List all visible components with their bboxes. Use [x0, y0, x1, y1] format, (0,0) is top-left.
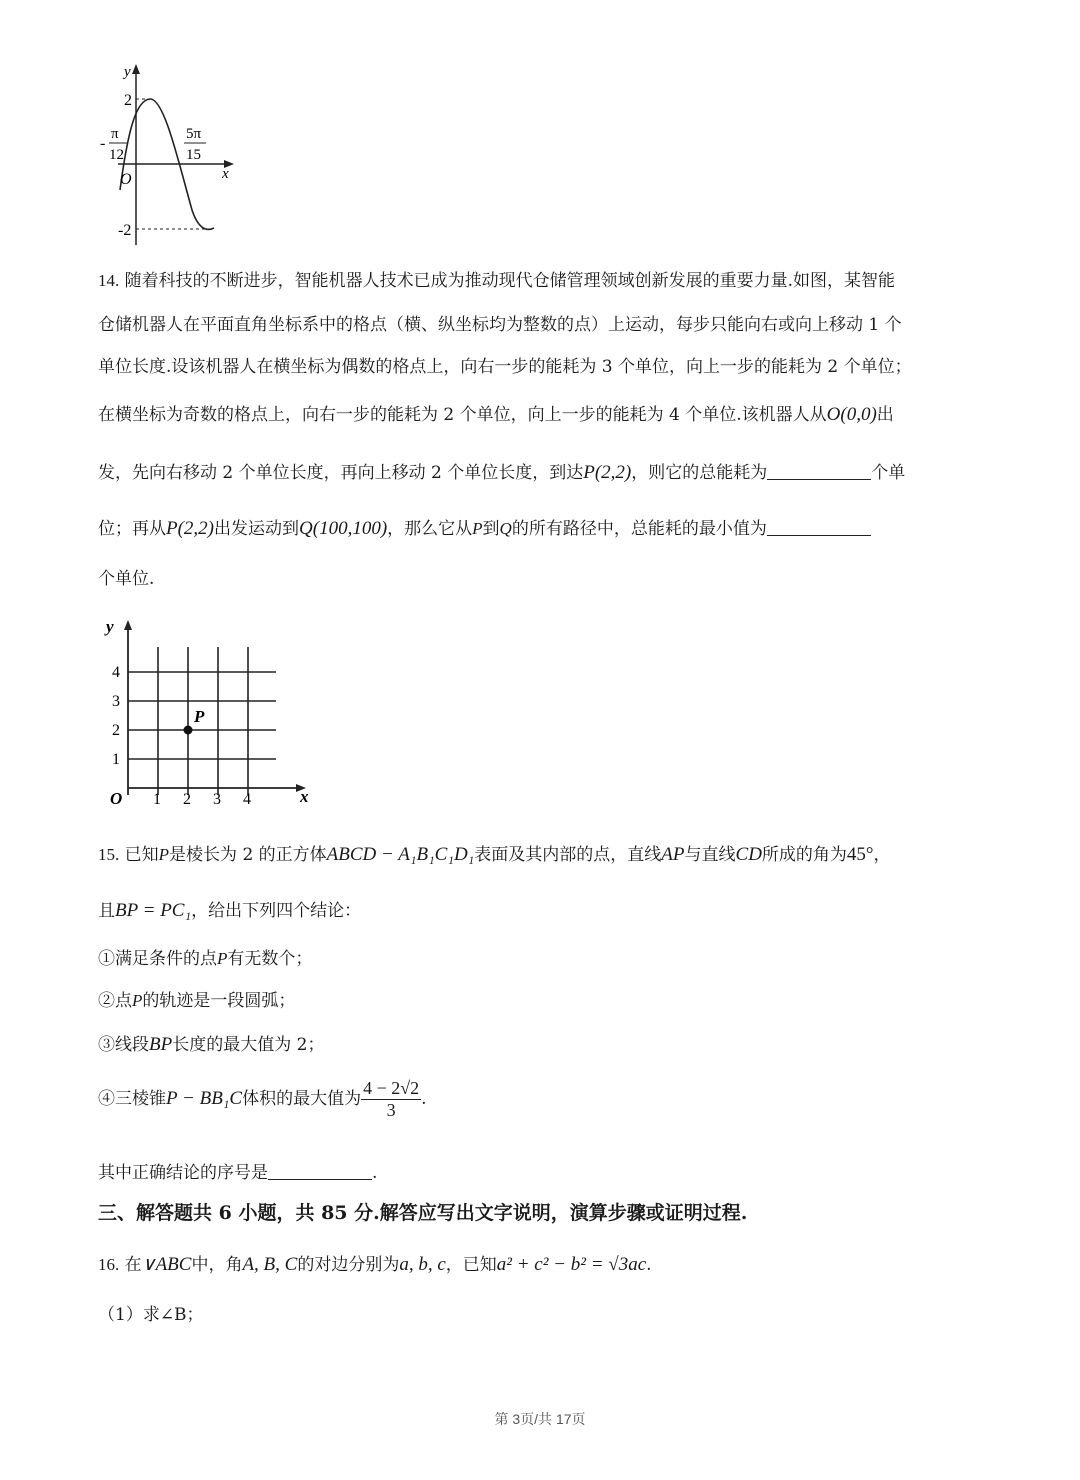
q14-text-4-end: 出: [876, 405, 894, 425]
q14-p-inline: P: [472, 519, 483, 538]
q15-text-1c: 表面及其内部的点，直线: [474, 845, 662, 865]
sine-ymax-label: 2: [124, 92, 132, 109]
q15-c4-denominator: 3: [386, 1100, 396, 1120]
q16-text-1a: 在: [124, 1255, 142, 1275]
q15-angle-math: 45°: [846, 844, 874, 865]
q16-triangle-math: ∨ABC: [141, 1254, 192, 1275]
q15-p-1: P: [158, 845, 170, 864]
q16-sub-1-text: （1）求∠B；: [98, 1305, 204, 1325]
sine-ymin-label: -2: [118, 222, 132, 239]
q15-c2-p: P: [132, 991, 143, 1010]
q14-answer-blank-2[interactable]: [767, 517, 871, 536]
grid-y-tick-4: 4: [112, 664, 120, 681]
q14-text-6e: 的所有路径中，总能耗的最小值为: [511, 519, 767, 539]
q15-answer-end: .: [372, 1163, 378, 1183]
grid-origin-label: O: [110, 789, 123, 808]
q15-answer-text: 其中正确结论的序号是: [98, 1163, 268, 1183]
section-3-heading: 三、解答题共 6 小题，共 85 分.解答应写出文字说明，演算步骤或证明过程.: [98, 1202, 748, 1224]
grid-point-p: [184, 726, 193, 735]
q16-number: 16.: [98, 1255, 120, 1274]
q14-q-inline: Q: [499, 519, 512, 538]
q14-p-math-2: P(2,2): [166, 518, 215, 539]
q14-p-math: P(2,2): [583, 462, 632, 483]
page-footer: 第 3页/共 17页: [494, 1411, 586, 1427]
q14-text-3: 单位长度.设该机器人在横坐标为偶数的格点上，向右一步的能耗为 3 个单位，向上一步的能耗为 2 个单位；: [98, 357, 912, 377]
q15-c1-a: ①满足条件的点: [98, 949, 217, 969]
grid-point-label: P: [194, 707, 205, 726]
q14-answer-blank-1[interactable]: [767, 461, 871, 480]
q14-text-5b: ，则它的总能耗为: [631, 463, 768, 483]
q14-text-6b: 出发运动到: [214, 519, 300, 539]
q15-conclusion-2: [98, 986, 295, 1011]
q15-text-1a: 已知: [124, 845, 159, 865]
q15-c4-end: .: [421, 1089, 427, 1109]
q15-conclusion-1: [98, 944, 312, 969]
q14-line-1: [98, 266, 895, 291]
q14-text-6a: 位；再从: [98, 519, 166, 539]
q15-conclusion-4: [98, 1078, 427, 1121]
grid-x-tick-1: 1: [153, 791, 161, 808]
q15-c3-bp: BP: [149, 1034, 173, 1055]
q15-cd-math: CD: [735, 844, 762, 865]
q15-text-1e: 所成的角为: [761, 845, 847, 865]
grid-x-tick-2: 2: [183, 791, 191, 808]
grid-y-tick-2: 2: [112, 722, 120, 739]
q14-line-5: [98, 458, 905, 484]
q15-c4-numerator: 4 − 2√2: [363, 1078, 420, 1098]
q14-text-6c: ，那么它从: [387, 519, 473, 539]
sine-x-label: x: [222, 166, 229, 182]
q14-line-2: [98, 310, 902, 335]
q14-origin-math: O(0,0): [826, 404, 877, 425]
q15-text-1d: 与直线: [684, 845, 736, 865]
q15-answer-blank[interactable]: [268, 1161, 372, 1180]
q15-c3-b: 长度的最大值为 2；: [172, 1035, 325, 1055]
q15-c1-p: P: [217, 949, 228, 968]
sine-left-num: π: [111, 126, 119, 142]
q15-c4-fraction: [361, 1078, 421, 1121]
q14-text-2: 仓储机器人在平面直角坐标系中的格点（横、纵坐标均为整数的点）上运动，每步只能向右或向上移动 1 个: [98, 315, 902, 335]
q14-line-7: [98, 564, 154, 589]
q15-text-2b: ，给出下列四个结论：: [191, 901, 362, 921]
grid-y-arrow: [124, 620, 132, 630]
q15-c4-b: 体积的最大值为: [242, 1089, 362, 1109]
q16-line-1: [98, 1250, 652, 1276]
sine-graph-figure: [98, 60, 248, 250]
grid-y-label: y: [106, 617, 114, 636]
q16-sub-1: [98, 1300, 204, 1325]
sine-y-label: y: [124, 64, 131, 80]
q14-number: 14.: [98, 271, 120, 290]
q15-cube-math: ABCD − A₁B₁C₁D₁: [326, 844, 475, 865]
grid-x-label: x: [300, 787, 309, 806]
q15-c1-b: 有无数个；: [227, 949, 313, 969]
q14-text-6d: 到: [482, 519, 500, 539]
q15-text-1b: 是棱长为 2 的正方体: [169, 845, 327, 865]
q16-text-1b: 中，角: [191, 1255, 243, 1275]
q15-text-2a: 且: [98, 901, 115, 921]
sine-left-sign: -: [100, 135, 106, 152]
q15-number: 15.: [98, 845, 120, 864]
grid-x-tick-4: 4: [243, 791, 251, 808]
q14-q-math: Q(100,100): [299, 518, 388, 539]
sine-right-num: 5π: [186, 126, 202, 142]
grid-y-tick-3: 3: [112, 693, 120, 710]
q14-line-6: [98, 514, 871, 540]
sine-origin-label: O: [120, 171, 132, 188]
q16-angles-math: A, B, C: [242, 1254, 298, 1275]
grid-y-tick-1: 1: [112, 751, 120, 768]
q14-text-7: 个单位.: [98, 569, 155, 589]
grid-x-tick-3: 3: [213, 791, 221, 808]
q15-answer-line: [98, 1158, 377, 1183]
q14-text-5-end: 个单: [871, 463, 906, 483]
q14-text-1: 随着科技的不断进步，智能机器人技术已成为推动现代仓储管理领域创新发展的重要力量.如图，某智能: [124, 271, 896, 291]
q15-ap-math: AP: [661, 844, 685, 865]
q15-c2-a: ②点: [98, 991, 132, 1011]
q15-c4-math: P − BB₁C: [166, 1088, 243, 1109]
q16-text-1c: 的对边分别为: [297, 1255, 400, 1275]
q15-c3-a: ③线段: [98, 1035, 149, 1055]
sine-right-den: 15: [186, 147, 201, 163]
q15-line-1: [98, 840, 891, 866]
q15-conclusion-3: [98, 1030, 324, 1056]
grid-figure: [98, 612, 328, 812]
q15-cond-math: BP = PC₁: [115, 900, 192, 921]
q14-line-4: [98, 400, 894, 426]
q15-c4-a: ④三棱锥: [98, 1089, 166, 1109]
q16-equation-math: a² + c² − b² = √3ac: [496, 1254, 647, 1275]
sine-left-den: 12: [109, 147, 124, 163]
q16-sides-math: a, b, c: [399, 1254, 446, 1275]
q16-text-1d: ，已知: [445, 1255, 497, 1275]
q14-text-4: 在横坐标为奇数的格点上，向右一步的能耗为 2 个单位，向上一步的能耗为 4 个单位.该机器人从: [98, 405, 827, 425]
q15-line-2: [98, 896, 361, 922]
q15-text-1f: ，: [873, 845, 891, 865]
q14-line-3: [98, 352, 912, 377]
q15-c2-b: 的轨迹是一段圆弧；: [142, 991, 296, 1011]
sine-y-arrow: [132, 64, 140, 74]
q14-text-5a: 发，先向右移动 2 个单位长度，再向上移动 2 个单位长度，到达: [98, 463, 584, 483]
q16-text-1e: .: [646, 1255, 652, 1275]
